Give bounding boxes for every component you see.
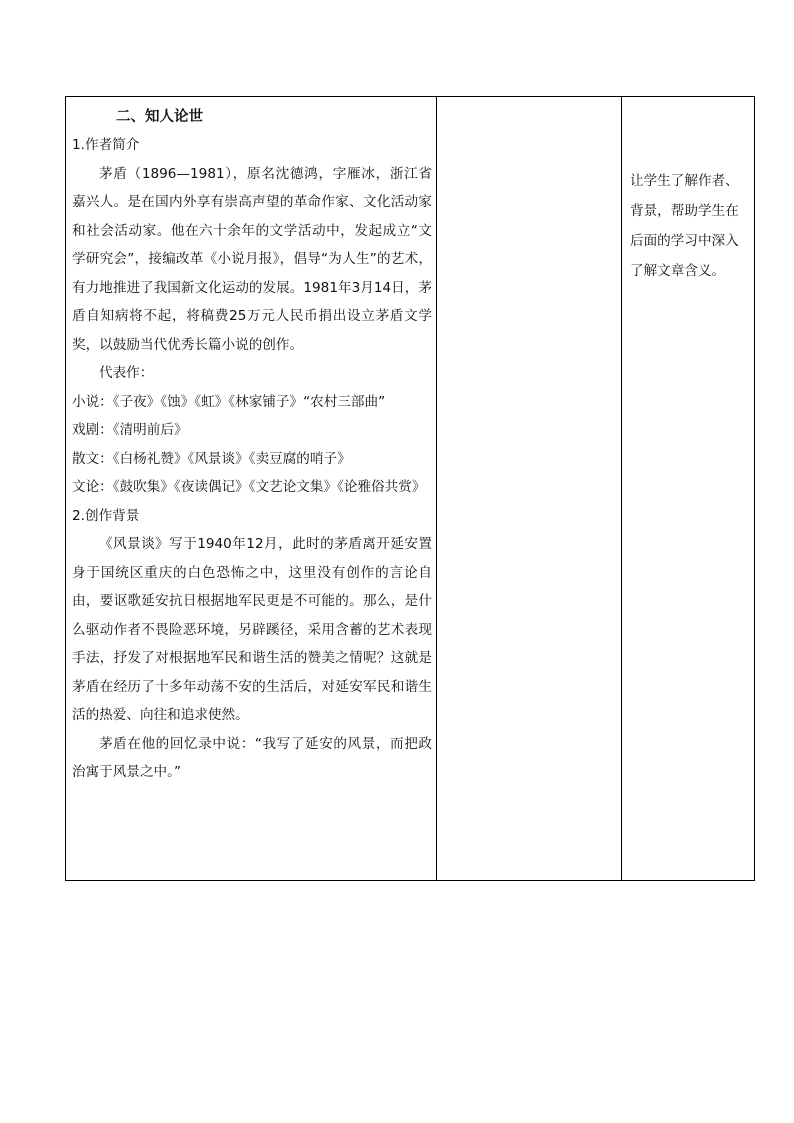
background-text: 《风景谈》写于1940年12月，此时的茅盾离开延安置身于国统区重庆的白色恐怖之中，这里没有创作的言论自由，要讴歌延安抗日根据地军民更是不可能的。那么，是什么驱动作者不畏险恶环境，另辟蹊径，采用含蓄的艺术表现手法，抒发了对根据地军民和谐生活的赞美之情呢？这就是茅盾在经历了十多年动荡不安的生活后，对延安军民和谐生活的热爱、向往和追求使然。 [72, 536, 432, 723]
activity-cell [437, 97, 622, 881]
content-cell [66, 97, 437, 881]
works-title: 代表作： [99, 365, 154, 381]
lesson-plan-table [65, 96, 755, 881]
works-prose: 散文：《白杨礼赞》《风景谈》《卖豆腐的哨子》 [72, 450, 351, 467]
table-row [66, 97, 755, 881]
design-intent-text: 让学生了解作者、背景，帮助学生在后面的学习中深入了解文章含义。 [630, 173, 739, 279]
memoir-quote: 茅盾在他的回忆录中说：“我写了延安的风景，而把政治寓于风景之中。” [72, 735, 432, 780]
author-intro-text: 茅盾（1896—1981），原名沈德鸿，字雁冰，浙江省嘉兴人。是在国内外享有崇高声望的革命作家、文化活动家和社会活动家。他在六十余年的文学活动中，发起成立“文学研究会”，接编改革《小说月报》，倡导“为人生”的艺术，有力地推进了我国新文化运动的发展。1981年3月14日，茅盾自知病将不起，将稿费25万元人民币捐出设立茅盾文学奖，以鼓励当代优秀长篇小说的创作。 [72, 165, 432, 353]
author-intro-title: 1.作者简介 [72, 137, 140, 153]
section-heading: 二、知人论世 [116, 109, 203, 125]
works-essay: 文论：《鼓吹集》《夜读偶记》《文艺论文集》《论雅俗共赏》 [72, 479, 426, 495]
works-drama: 戏剧：《清明前后》 [72, 422, 188, 438]
works-novel: 小说：《子夜》《蚀》《虹》《林家铺子》“农村三部曲” [72, 393, 386, 410]
background-title: 2.创作背景 [72, 507, 140, 524]
design-intent-cell [622, 97, 755, 881]
